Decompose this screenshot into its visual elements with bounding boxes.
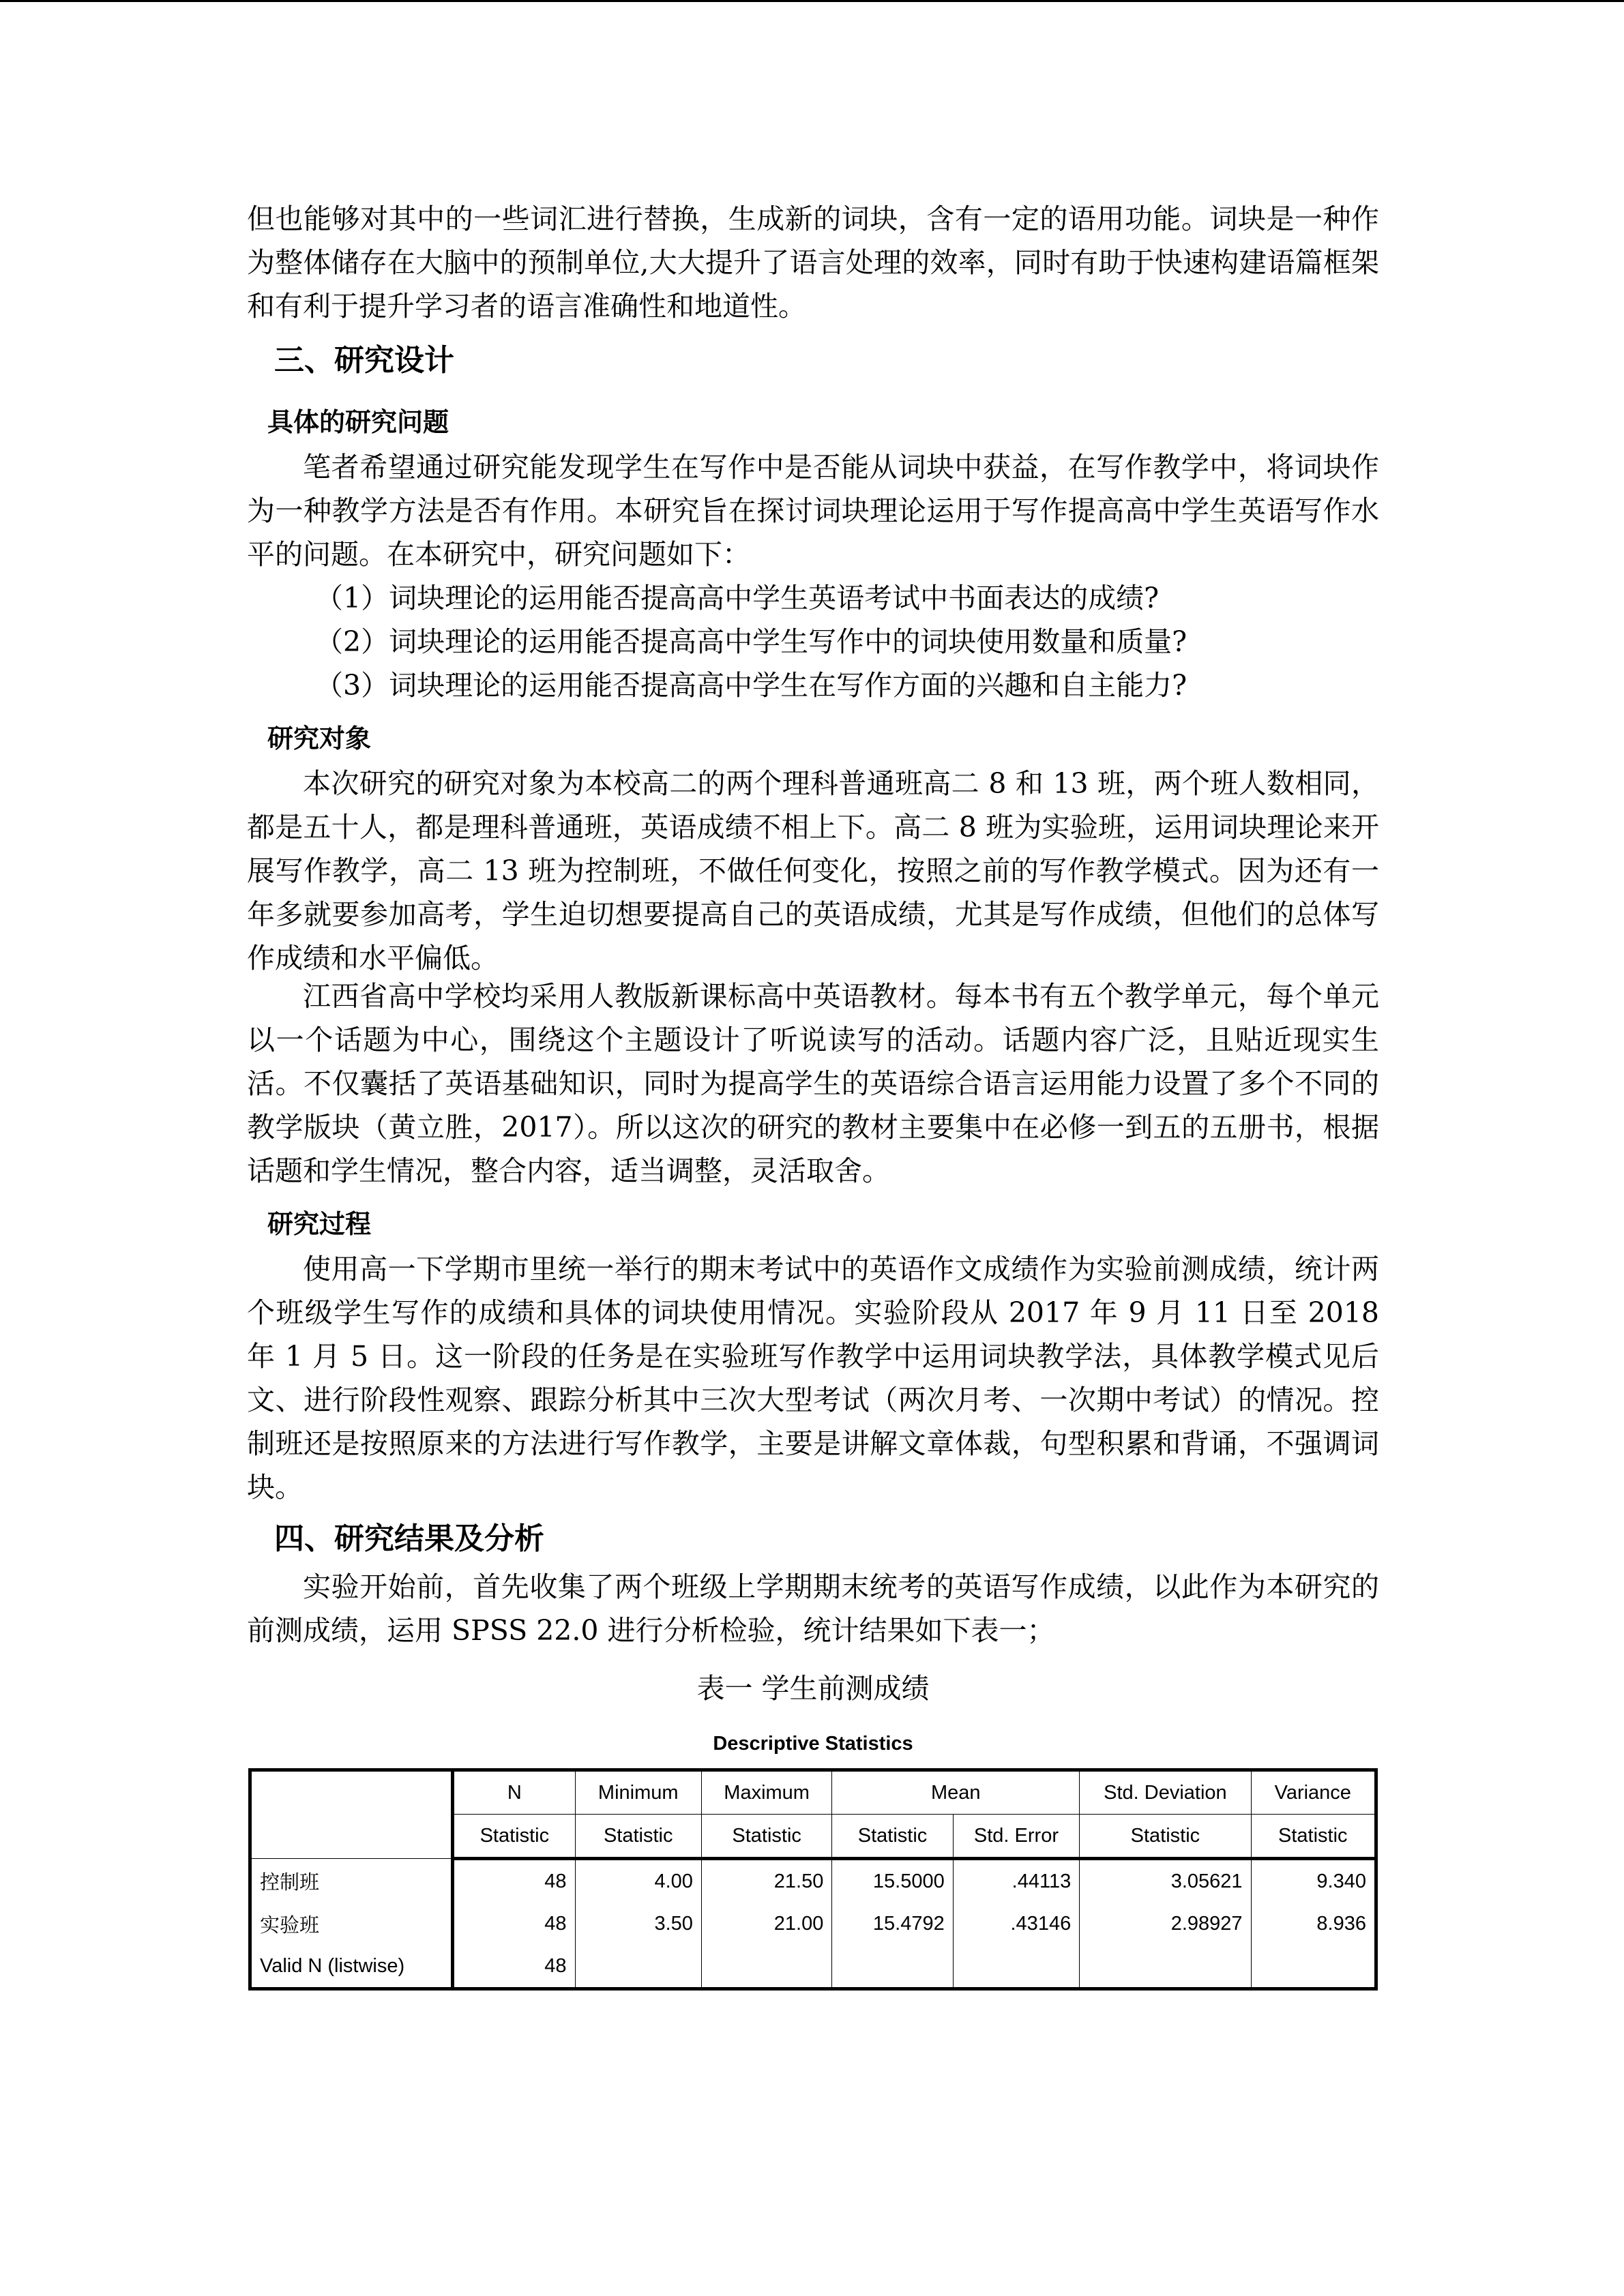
question-2: （2）词块理论的运用能否提高高中学生写作中的词块使用数量和质量? <box>315 625 1187 658</box>
sub2-paragraph-2: 江西省高中学校均采用人教版新课标高中英语教材。每本书有五个教学单元，每个单元以一个话题为中心，围绕这个主题设计了听说读写的活动。话题内容广泛，且贴近现实生活。不仅囊括了英语基础知识，同时为提高学生的英语综合语言运用能力设置了多个不同的教学版块（黄立胜，2017）。所以这次的研究的教材主要集中在必修一到五的五册书，根据话题和学生情况，整合内容，适当调整，灵活取舍。 <box>247 980 1379 1187</box>
sub2-paragraph-1: 本次研究的研究对象为本校高二的两个理科普通班高二 8 和 13 班，两个班人数相同，都是五十人，都是理科普通班，英语成绩不相上下。高二 8 班为实验班，运用词块理论来开展写作教学，高二 13 班为控制班，不做任何变化，按照之前的写作教学模式。因为还有一年多就要参加高考，学生迫切想要提高自己的英语成绩，尤其是写作成绩，但他们的总体写作成绩和水平偏低。 <box>247 767 1379 974</box>
sub1-paragraph: 笔者希望通过研究能发现学生在写作中是否能从词块中获益，在写作教学中，将词块作为一种教学方法是否有作用。本研究旨在探讨词块理论运用于写作提高高中学生英语写作水平的问题。在本研究中，研究问题如下： <box>247 451 1379 571</box>
header-mean: Mean <box>832 1770 1080 1815</box>
section4-heading: 四、研究结果及分析 <box>274 1521 544 1556</box>
table-cell: 9.340 <box>1251 1859 1376 1903</box>
subheader-cell: Statistic <box>1251 1815 1376 1859</box>
table-cell: 8.936 <box>1251 1903 1376 1945</box>
header-maximum: Maximum <box>701 1770 831 1815</box>
table-corner-cell <box>250 1770 453 1859</box>
subheader-cell: Statistic <box>453 1815 575 1859</box>
subheader-cell: Statistic <box>832 1815 953 1859</box>
table-row <box>250 1903 1376 1945</box>
table-cell: 3.50 <box>575 1903 701 1945</box>
intro-paragraph: 但也能够对其中的一些词汇进行替换，生成新的词块，含有一定的语用功能。词块是一种作为整体储存在大脑中的预制单位,大大提升了语言处理的效率，同时有助于快速构建语篇框架和有利于提升学习者的语言准确性和地道性。 <box>247 203 1379 323</box>
subheader-cell: Statistic <box>701 1815 831 1859</box>
table-cell <box>701 1945 831 1989</box>
table-cell: 4.00 <box>575 1859 701 1903</box>
section4-paragraph: 实验开始前，首先收集了两个班级上学期期末统考的英语写作成绩，以此作为本研究的前测成绩，运用 SPSS 22.0 进行分析检验，统计结果如下表一； <box>247 1570 1379 1647</box>
table-cell <box>1080 1945 1251 1989</box>
sub2-heading: 研究对象 <box>267 724 372 754</box>
sub3-paragraph: 使用高一下学期市里统一举行的期末考试中的英语作文成绩作为实验前测成绩，统计两个班级学生写作的成绩和具体的词块使用情况。实验阶段从 2017 年 9 月 11 日至 2018 年 1 月 5 日。这一阶段的任务是在实验班写作教学中运用词块教学法，具体教学模式见后文、进行阶段性观察、跟踪分析其中三次大型考试（两次月考、一次期中考试）的情况。控制班还是按照原来的方法进行写作教学，主要是讲解文章体裁，句型积累和背诵，不强调词块。 <box>247 1253 1379 1504</box>
table-cell: 15.4792 <box>832 1903 953 1945</box>
table-caption: 表一 学生前测成绩 <box>696 1672 930 1705</box>
row-label: Valid N (listwise) <box>250 1945 453 1989</box>
table-row <box>250 1859 1376 1903</box>
research-questions <box>247 576 1379 707</box>
sub3-heading: 研究过程 <box>267 1209 372 1239</box>
table-cell: 48 <box>453 1859 575 1903</box>
header-minimum: Minimum <box>575 1770 701 1815</box>
table-row <box>250 1945 1376 1989</box>
table-cell: 3.05621 <box>1080 1859 1251 1903</box>
table-cell: 21.50 <box>701 1859 831 1903</box>
table-cell: 48 <box>453 1945 575 1989</box>
question-1: （1）词块理论的运用能否提高高中学生英语考试中书面表达的成绩? <box>315 582 1160 614</box>
header-std-deviation: Std. Deviation <box>1080 1770 1251 1815</box>
table-cell <box>1251 1945 1376 1989</box>
row-label: 实验班 <box>250 1903 453 1945</box>
table-cell: 2.98927 <box>1080 1903 1251 1945</box>
table-cell <box>953 1945 1080 1989</box>
table-cell: .43146 <box>953 1903 1080 1945</box>
table-cell: .44113 <box>953 1859 1080 1903</box>
question-3: （3）词块理论的运用能否提高高中学生在写作方面的兴趣和自主能力? <box>315 669 1187 702</box>
table-cell: 15.5000 <box>832 1859 953 1903</box>
table-header-row-1 <box>250 1770 1376 1815</box>
section3-heading: 三、研究设计 <box>274 343 454 378</box>
subheader-cell: Std. Error <box>953 1815 1080 1859</box>
header-variance: Variance <box>1251 1770 1376 1815</box>
row-label: 控制班 <box>250 1859 453 1903</box>
table-cell: 21.00 <box>701 1903 831 1945</box>
descriptive-statistics-table <box>248 1768 1378 1991</box>
sub1-heading: 具体的研究问题 <box>267 407 449 437</box>
table-cell: 48 <box>453 1903 575 1945</box>
header-n: N <box>453 1770 575 1815</box>
table-cell <box>832 1945 953 1989</box>
table-cell <box>575 1945 701 1989</box>
subheader-cell: Statistic <box>1080 1815 1251 1859</box>
subheader-cell: Statistic <box>575 1815 701 1859</box>
table-title: Descriptive Statistics <box>713 1733 913 1755</box>
